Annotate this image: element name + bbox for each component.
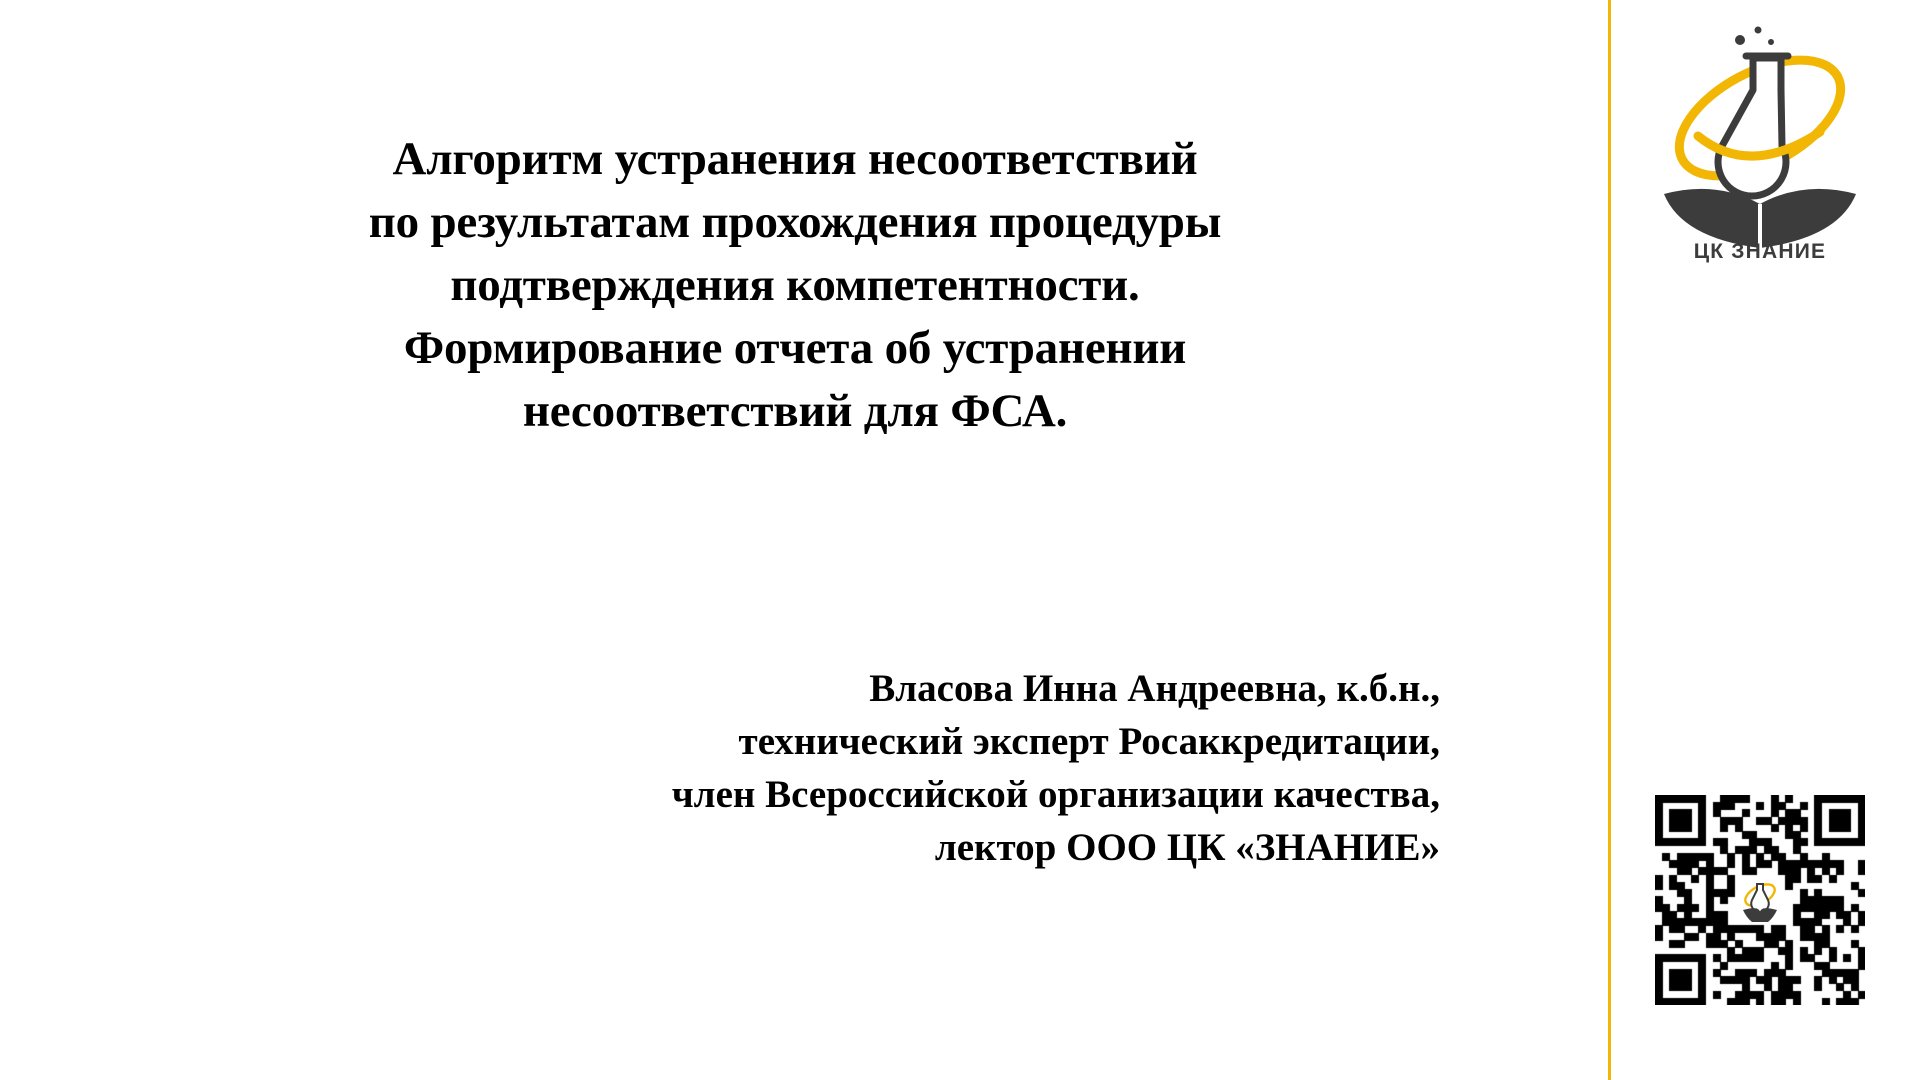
slide-title <box>150 128 1440 443</box>
title-line: Алгоритм устранения несоответствий <box>392 133 1198 185</box>
flask-atom-book-logo-icon <box>1640 18 1880 278</box>
title-line: несоответствий для ФСА. <box>522 385 1068 437</box>
author-line: технический эксперт Росаккредитации, <box>738 720 1440 763</box>
slide-content <box>150 0 1440 1080</box>
title-line: подтверждения компетентности. <box>450 259 1140 311</box>
qr-code[interactable] <box>1655 795 1865 1005</box>
vertical-gold-divider <box>1608 0 1611 1080</box>
logo-caption: ЦК ЗНАНИЕ <box>1693 240 1827 263</box>
author-line: член Всероссийской организации качества, <box>671 773 1440 816</box>
author-line: лектор ООО ЦК «ЗНАНИЕ» <box>934 826 1440 869</box>
title-line: Формирование отчета об устранении <box>403 322 1187 374</box>
author-line: Власова Инна Андреевна, к.б.н., <box>869 667 1440 710</box>
qr-center-logo-icon <box>1736 876 1784 924</box>
title-line: по результатам прохождения процедуры <box>368 196 1222 248</box>
author-credentials <box>150 662 1440 874</box>
